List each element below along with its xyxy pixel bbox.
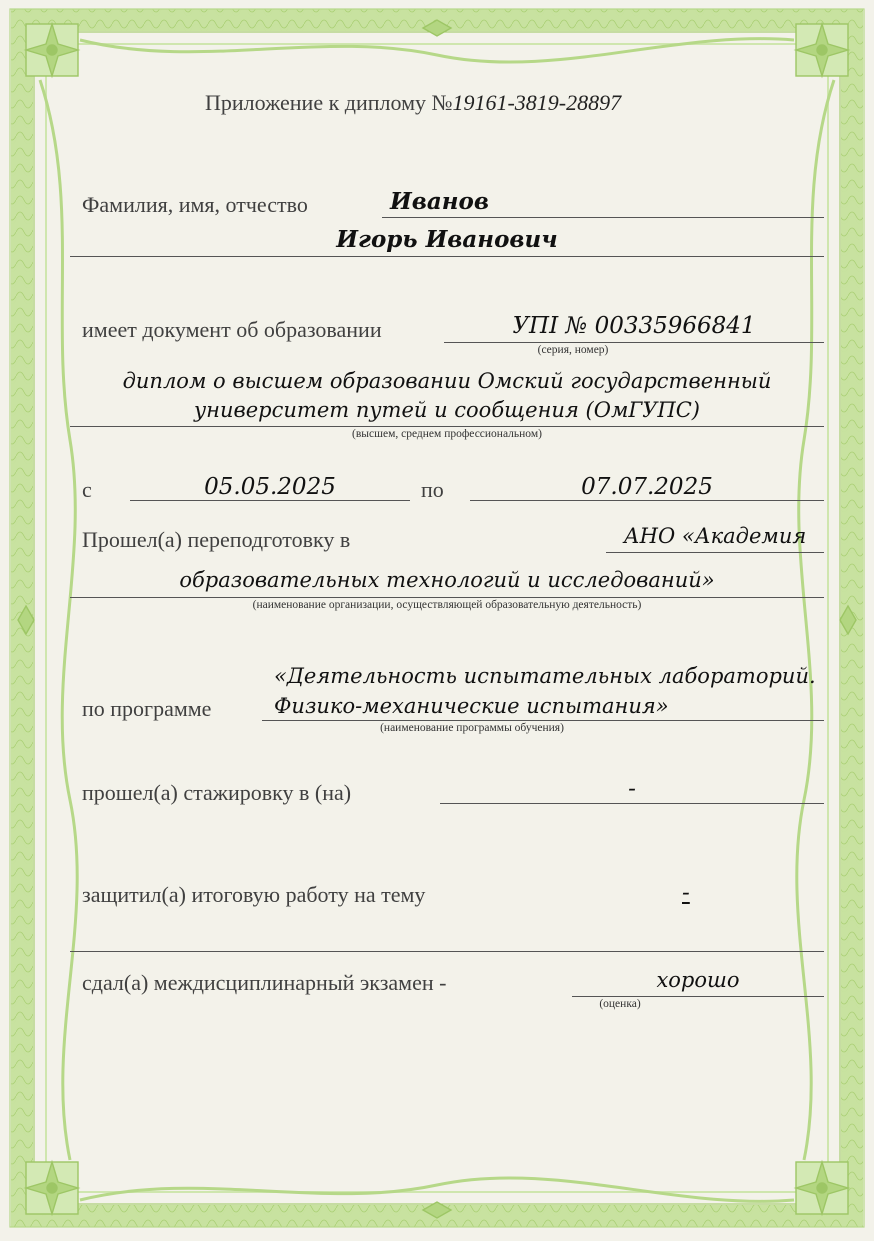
exam-underline xyxy=(572,996,824,997)
internship-label: прошел(а) стажировку в (на) xyxy=(82,780,352,805)
period-from-label: с xyxy=(82,477,92,502)
series-number-value: УПI № 00335966841 xyxy=(512,313,756,339)
exam-label: сдал(а) междисциплинарный экзамен - xyxy=(82,970,447,995)
education-description-line1: диплом о высшем образовании Омский государственный xyxy=(122,369,772,393)
thesis-underline xyxy=(70,951,824,952)
name-patronymic-value: Игорь Иванович xyxy=(336,226,558,253)
internship-underline xyxy=(440,803,824,804)
grade-hint: (оценка) xyxy=(599,998,641,1010)
education-description-line2: университет путей и сообщения (ОмГУПС) xyxy=(193,398,701,422)
period-to-value: 07.07.2025 xyxy=(581,474,713,500)
program-line2: Физико-механические испытания» xyxy=(274,694,669,718)
period-from-value: 05.05.2025 xyxy=(204,474,336,500)
internship-value: - xyxy=(628,776,636,802)
org-line2-underline xyxy=(70,597,824,598)
retraining-org-line2: образовательных технологий и исследований» xyxy=(179,568,715,592)
exam-grade-value: хорошо xyxy=(656,968,740,992)
diploma-number: 19161-3819-28897 xyxy=(452,90,622,115)
program-label: по программе xyxy=(82,696,212,721)
program-line1: «Деятельность испытательных лабораторий. xyxy=(274,664,816,688)
thesis-value: - xyxy=(682,880,690,906)
period-to-label: по xyxy=(421,477,444,502)
program-hint: (наименование программы обучения) xyxy=(380,722,564,734)
series-underline xyxy=(444,342,824,343)
description-underline xyxy=(70,426,824,427)
program-underline xyxy=(262,720,824,721)
thesis-label: защитил(а) итоговую работу на тему xyxy=(82,882,426,907)
level-hint: (высшем, среднем профессиональном) xyxy=(352,428,542,440)
to-underline xyxy=(470,500,824,501)
surname-underline xyxy=(382,217,824,218)
title-prefix: Приложение к диплому № xyxy=(205,90,453,115)
retraining-label: Прошел(а) переподготовку в xyxy=(82,527,351,552)
surname-value: Иванов xyxy=(390,188,489,215)
fio-label: Фамилия, имя, отчество xyxy=(82,192,308,217)
org-hint: (наименование организации, осуществляющей образовательную деятельность) xyxy=(252,599,642,611)
education-doc-label: имеет документ об образовании xyxy=(82,317,382,342)
name-underline xyxy=(70,256,824,257)
retraining-org-line1: АНО «Академия xyxy=(623,524,807,548)
org-line1-underline xyxy=(606,552,824,553)
series-hint: (серия, номер) xyxy=(537,344,609,356)
document-title xyxy=(205,90,621,116)
from-underline xyxy=(130,500,410,501)
